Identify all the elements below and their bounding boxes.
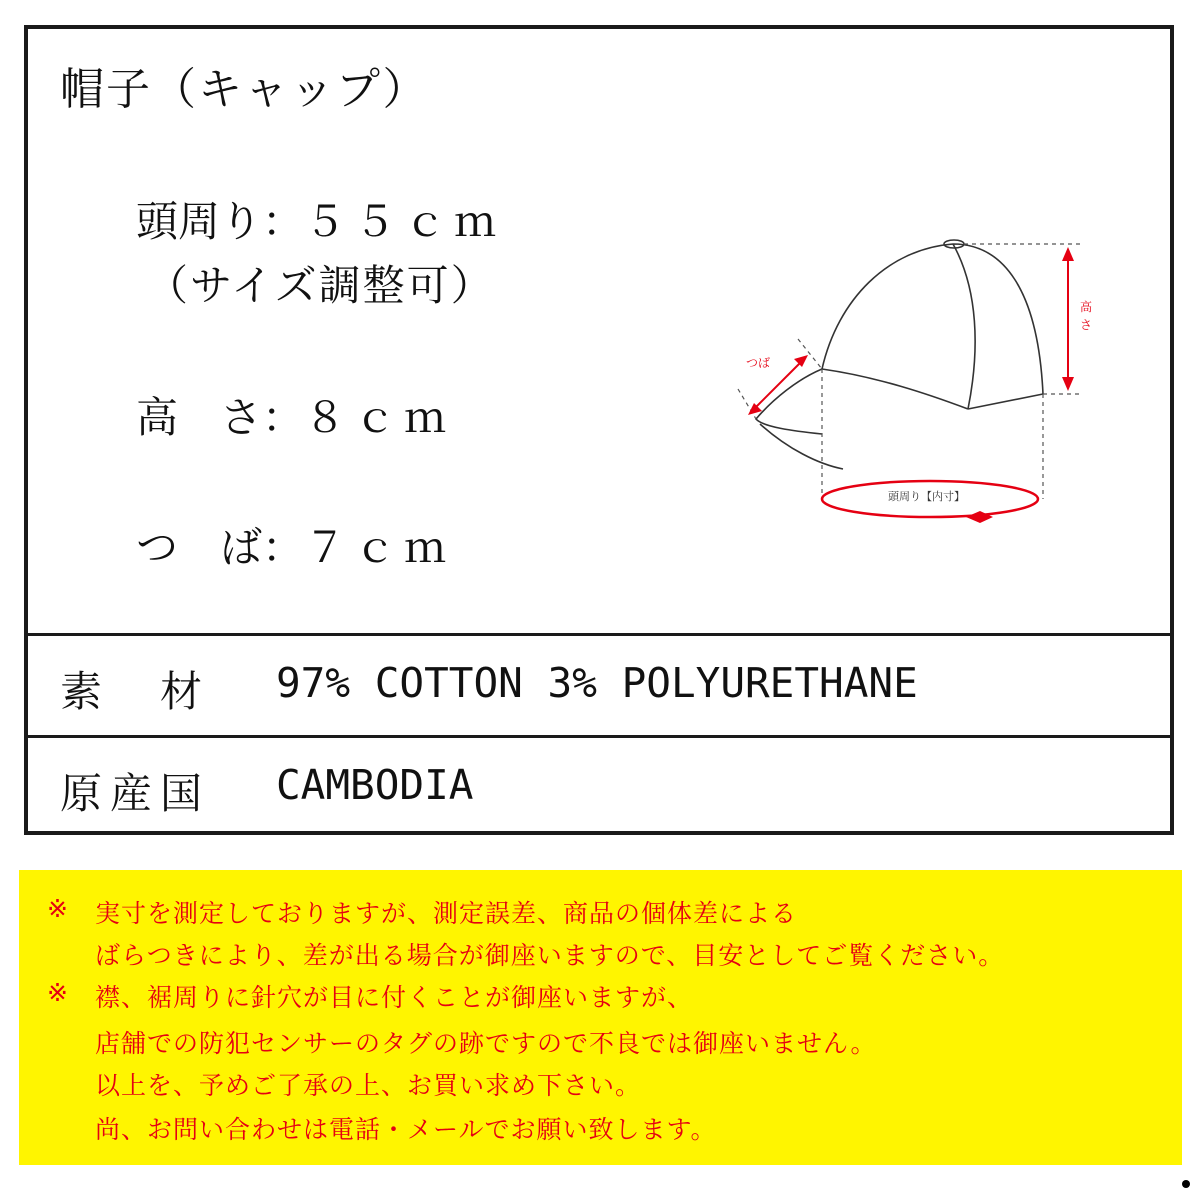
guide-lines (738, 244, 1083, 499)
notice-line: ばらつきにより、差が出る場合が御座いますので、目安としてご覧ください。 (95, 941, 1005, 970)
head-diagram-label: 頭周り【内寸】 (888, 490, 965, 503)
cap-diagram (718, 209, 1128, 549)
spec-brim-label: つ ば： (136, 523, 305, 572)
notice-box (19, 870, 1182, 1165)
category-title: 帽子（キャップ） (60, 64, 429, 115)
spec-head-label: 頭周り： (136, 197, 305, 246)
material-label: 素 材 (60, 667, 211, 716)
spec-height (136, 385, 454, 445)
spec-height-value: ８ｃｍ (304, 393, 455, 442)
cap-outline (756, 240, 1043, 469)
origin-label: 原産国 (60, 769, 211, 818)
head-arrow-left (966, 511, 980, 523)
notice-line: 以上を、予めご了承の上、お買い求め下さい。 (95, 1071, 642, 1100)
height-diagram-label-2: さ (1080, 318, 1093, 332)
height-diagram-label-1: 高 (1080, 300, 1093, 314)
spec-head-note: （サイズ調整可） (146, 261, 495, 310)
spec-brim (136, 515, 454, 575)
spec-height-label: 高 さ： (136, 393, 305, 442)
notice-line: 尚、お問い合わせは電話・メールでお願い致します。 (95, 1115, 717, 1144)
row-divider (28, 735, 1170, 738)
notice-mark: ※ (47, 894, 69, 923)
spec-head-value: ５５ｃｍ (304, 197, 505, 246)
corner-dot (1182, 1180, 1190, 1188)
origin-value: CAMBODIA (276, 761, 474, 809)
spec-brim-value: ７ｃｍ (304, 523, 455, 572)
notice-line: 襟、裾周りに針穴が目に付くことが御座いますが、 (95, 983, 694, 1012)
notice-line: 実寸を測定しておりますが、測定誤差、商品の個体差による (95, 899, 798, 928)
notice-mark: ※ (47, 978, 69, 1007)
spec-head-circumference (136, 189, 504, 249)
height-arrow (1062, 247, 1074, 391)
material-value: 97% COTTON 3% POLYURETHANE (276, 659, 918, 707)
spec-table (24, 25, 1174, 835)
notice-line: 店舗での防犯センサーのタグの跡ですので不良では御座いません。 (95, 1029, 877, 1058)
brim-diagram-label: つば (746, 356, 771, 370)
row-divider (28, 633, 1170, 636)
